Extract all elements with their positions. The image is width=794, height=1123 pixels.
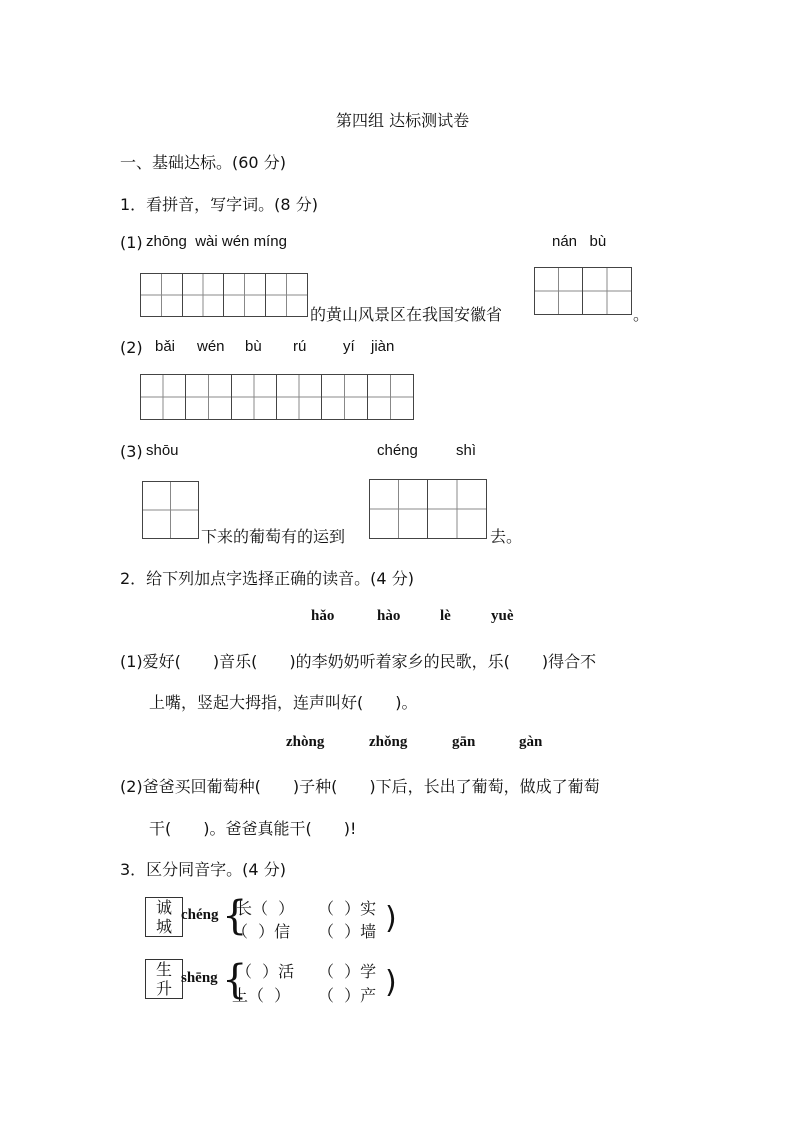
q2-sentence1-line1: (1)爱好( )音乐( )的李奶奶听着家乡的民歌，乐( )得合不 xyxy=(120,652,597,671)
q1-part1-text-a: 的黄山风景区在我国安徽省 xyxy=(310,305,503,324)
homophone-box-sheng xyxy=(145,959,183,999)
char-cheng-sincere: 诚 xyxy=(155,898,172,917)
q1-part2-pinyin-6: jiàn xyxy=(371,338,395,355)
q2-sentence2-line1: (2)爸爸买回葡萄种( )子种( )下后，长出了葡萄，做成了葡萄 xyxy=(120,777,600,796)
q2-option-zhong4: zhòng xyxy=(286,734,325,750)
q1-part1-label: (1) xyxy=(120,233,143,252)
q3-g2-row2-left: 上（ ） xyxy=(232,986,291,1005)
q1-part1-pinyin-b: nán bù xyxy=(552,233,607,250)
right-paren-icon: ) xyxy=(385,901,397,936)
page-title: 第四组 达标测试卷 xyxy=(336,111,470,130)
q1-part1-pinyin-a: zhōng wài wén míng xyxy=(146,233,287,250)
q2-sentence1-line2: 上嘴，竖起大拇指，连声叫好( )。 xyxy=(149,693,418,712)
q2-option-zhong3: zhǒng xyxy=(369,734,408,750)
q1-part2-label: (2) xyxy=(120,338,143,357)
writing-grid-6[interactable] xyxy=(140,374,414,420)
right-paren-icon-2: ) xyxy=(385,965,397,1000)
q1-part2-pinyin-1: bǎi xyxy=(155,338,176,355)
q1-part2-pinyin-4: rú xyxy=(293,338,307,355)
q2-sentence2-line2: 干( )。爸爸真能干( )! xyxy=(149,819,357,838)
q1-part2-pinyin-5: yí xyxy=(343,338,355,355)
char-cheng-city: 城 xyxy=(155,917,172,936)
pinyin-cheng: chéng xyxy=(181,907,219,923)
q2-option-hao4: hào xyxy=(377,608,401,624)
q2-option-hao3: hǎo xyxy=(311,608,335,624)
q1-part2-pinyin-2: wén xyxy=(197,338,225,355)
writing-grid-2b[interactable] xyxy=(369,479,487,539)
q3-g2-row2-right: （ ）产 xyxy=(318,986,377,1005)
homophone-box-cheng xyxy=(145,897,183,937)
q1-part3-pinyin-a: shōu xyxy=(146,442,179,459)
q2-option-yue4: yuè xyxy=(491,608,514,624)
q1-part3-pinyin-c: shì xyxy=(456,442,477,459)
q1-part3-text-b: 去。 xyxy=(490,527,523,546)
q2-option-gan1: gān xyxy=(452,734,476,750)
q3-g2-row1-right: （ ）学 xyxy=(318,962,377,981)
q3-g1-row1-left: 长（ ） xyxy=(236,899,295,918)
char-sheng-rise: 升 xyxy=(155,979,172,998)
writing-grid-4[interactable] xyxy=(140,273,308,317)
question-1-heading: 1．看拼音，写字词。(8 分) xyxy=(120,195,318,214)
q3-g1-row2-left: （ ）信 xyxy=(232,922,291,941)
q1-part3-pinyin-b: chéng xyxy=(377,442,418,459)
writing-grid-1[interactable] xyxy=(142,481,199,539)
left-brace-icon: { xyxy=(222,893,248,939)
q1-part3-text-a: 下来的葡萄有的运到 xyxy=(201,527,346,546)
left-brace-icon-2: { xyxy=(222,957,248,1003)
q2-option-gan4: gàn xyxy=(519,734,543,750)
q2-option-le4: lè xyxy=(440,608,451,624)
section-heading: 一、基础达标。(60 分) xyxy=(120,153,286,172)
q1-part3-label: (3) xyxy=(120,442,143,461)
q1-part1-text-b: 。 xyxy=(633,305,650,324)
char-sheng-life: 生 xyxy=(155,960,172,979)
q3-g1-row2-right: （ ）墙 xyxy=(318,922,377,941)
q3-g1-row1-right: （ ）实 xyxy=(318,899,377,918)
question-2-heading: 2．给下列加点字选择正确的读音。(4 分) xyxy=(120,569,414,588)
q1-part2-pinyin-3: bù xyxy=(245,338,262,355)
question-3-heading: 3．区分同音字。(4 分) xyxy=(120,860,286,879)
writing-grid-2[interactable] xyxy=(534,267,632,315)
pinyin-sheng: shēng xyxy=(181,970,218,986)
q3-g2-row1-left: （ ）活 xyxy=(236,962,295,981)
